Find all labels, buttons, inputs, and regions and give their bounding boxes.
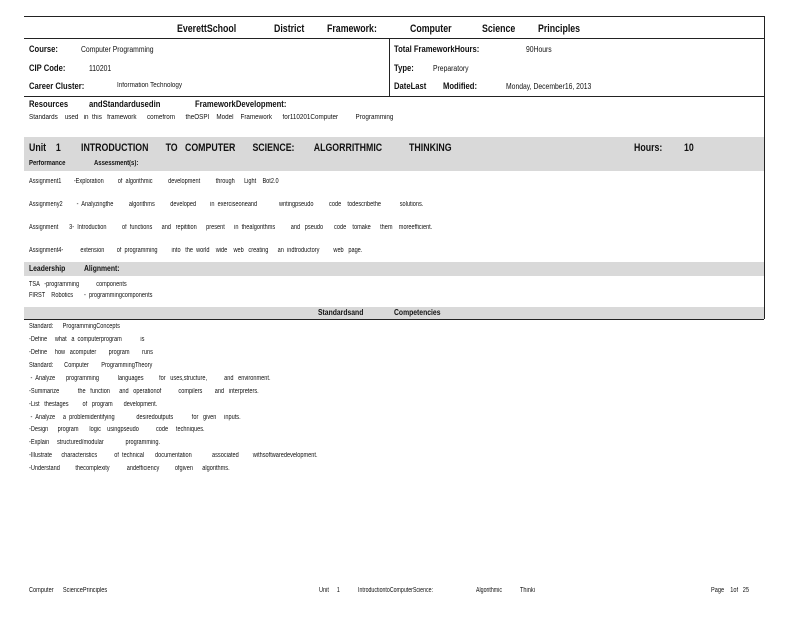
unit-title: INTRODUCTION TO COMPUTER SCIENCE: ALGORRITHMIC THINKING <box>81 142 452 154</box>
standards-line: -Understand thecomplexity andefficiency ofgiven algorithms. <box>29 465 230 472</box>
date-last-label: DateLast <box>394 81 427 91</box>
performance-label-b: Assessment(s): <box>94 160 139 167</box>
cip-code-label: CIP Code: <box>29 63 66 73</box>
standards-line: -Illustrate characteristics of technical documentation associated withsoftwaredevelopment. <box>29 452 318 459</box>
title-part-4: Computer <box>410 23 452 35</box>
right-border <box>764 16 765 319</box>
career-cluster-label: Career Cluster: <box>29 81 85 91</box>
assignment-item: Assignmeny2 - Analyzingthe algorithms developed in exerciseoneand writingpseudo code todescribethe solutions. <box>29 201 424 208</box>
standards-heading-b: Competencies <box>394 308 441 317</box>
standards-line: -Define what a computerprogram is <box>29 336 145 343</box>
resources-text: Standards used in this framework comefrom theOSPI Model Framework for110201Computer Programming <box>29 114 394 121</box>
total-hours-label: Total FrameworkHours: <box>394 44 480 54</box>
title-part-5: Science <box>482 23 516 35</box>
leadership-label-a: Leadership <box>29 264 66 273</box>
title-part-3: Framework: <box>327 23 377 35</box>
standards-line: -Explain structured/modular programming. <box>29 439 161 446</box>
footer-course: Computer SciencePrinciples <box>29 587 108 594</box>
total-hours-value: 90Hours <box>526 45 552 54</box>
unit-label: Unit 1 <box>29 142 61 154</box>
leadership-line: TSA -programming components <box>29 281 127 288</box>
career-cluster-value: Information Technology <box>117 82 183 89</box>
page-number: Page 1of 25 <box>711 587 749 594</box>
unit-hours-value: 10 <box>684 142 694 154</box>
unit-hours-label: Hours: <box>634 142 663 154</box>
standards-line: -Design program logic usingpseudo code techniques. <box>29 426 205 433</box>
standards-rule <box>24 319 764 320</box>
footer-unit: Unit 1 <box>319 587 340 594</box>
footer-algorithmic: Algorithmic <box>476 587 502 594</box>
modified-label: Modified: <box>443 81 477 91</box>
title-part-1: EverettSchool <box>177 23 237 35</box>
standards-heading-a: Standardsand <box>318 308 364 317</box>
title-part-2: District <box>274 23 305 35</box>
date-modified-value: Monday, December16, 2013 <box>506 82 592 91</box>
type-value: Preparatory <box>433 64 469 73</box>
standards-line: -List thestages of program development. <box>29 401 158 408</box>
info-bottom-rule <box>24 96 764 97</box>
info-column-divider <box>389 38 390 96</box>
leadership-band <box>24 262 764 276</box>
assignment-item: Assignment1 -Exploration of algorithmic development through Light Bot2.0 <box>29 178 279 185</box>
assignment-item: Assignment 3- Introduction of functions and repitition present in thealgorithms and pseudo code tomake them moreefficient. <box>29 224 433 231</box>
standards-line: -Summarize the function and operationof compilers and interpreters. <box>29 388 259 395</box>
standards-line: Standard: ProgrammingConcepts <box>29 323 120 330</box>
resources-heading-b: andStandardusedin <box>89 99 161 109</box>
standards-line: - Analyze programming languages for uses,structure, and environment. <box>29 375 271 382</box>
assignment-item: Assignment4- extension of programming into the world wide web creating an indtroductory web page. <box>29 247 363 254</box>
resources-heading-a: Resources <box>29 99 69 109</box>
course-label: Course: <box>29 44 58 54</box>
type-label: Type: <box>394 63 414 73</box>
header-rule <box>24 16 764 17</box>
resources-heading-c: FrameworkDevelopment: <box>195 99 287 109</box>
footer-unit-title: IntroductiontoComputerScience: <box>358 587 433 594</box>
standards-line: Standard: Computer ProgrammingTheory <box>29 362 153 369</box>
title-rule <box>24 38 764 39</box>
leadership-line: FIRST Robotics - programmingcomponents <box>29 292 153 299</box>
performance-label-a: Performance <box>29 160 66 167</box>
title-part-6: Principles <box>538 23 581 35</box>
standards-line: - Analyze a problemidentifying desiredoutputs for given inputs. <box>29 414 241 421</box>
course-value: Computer Programming <box>81 45 154 54</box>
leadership-label-b: Alignment: <box>84 264 120 273</box>
standards-line: -Define how acomputer program runs <box>29 349 153 356</box>
cip-code-value: 110201 <box>89 64 112 73</box>
footer-thinking: Thinki <box>520 587 535 594</box>
